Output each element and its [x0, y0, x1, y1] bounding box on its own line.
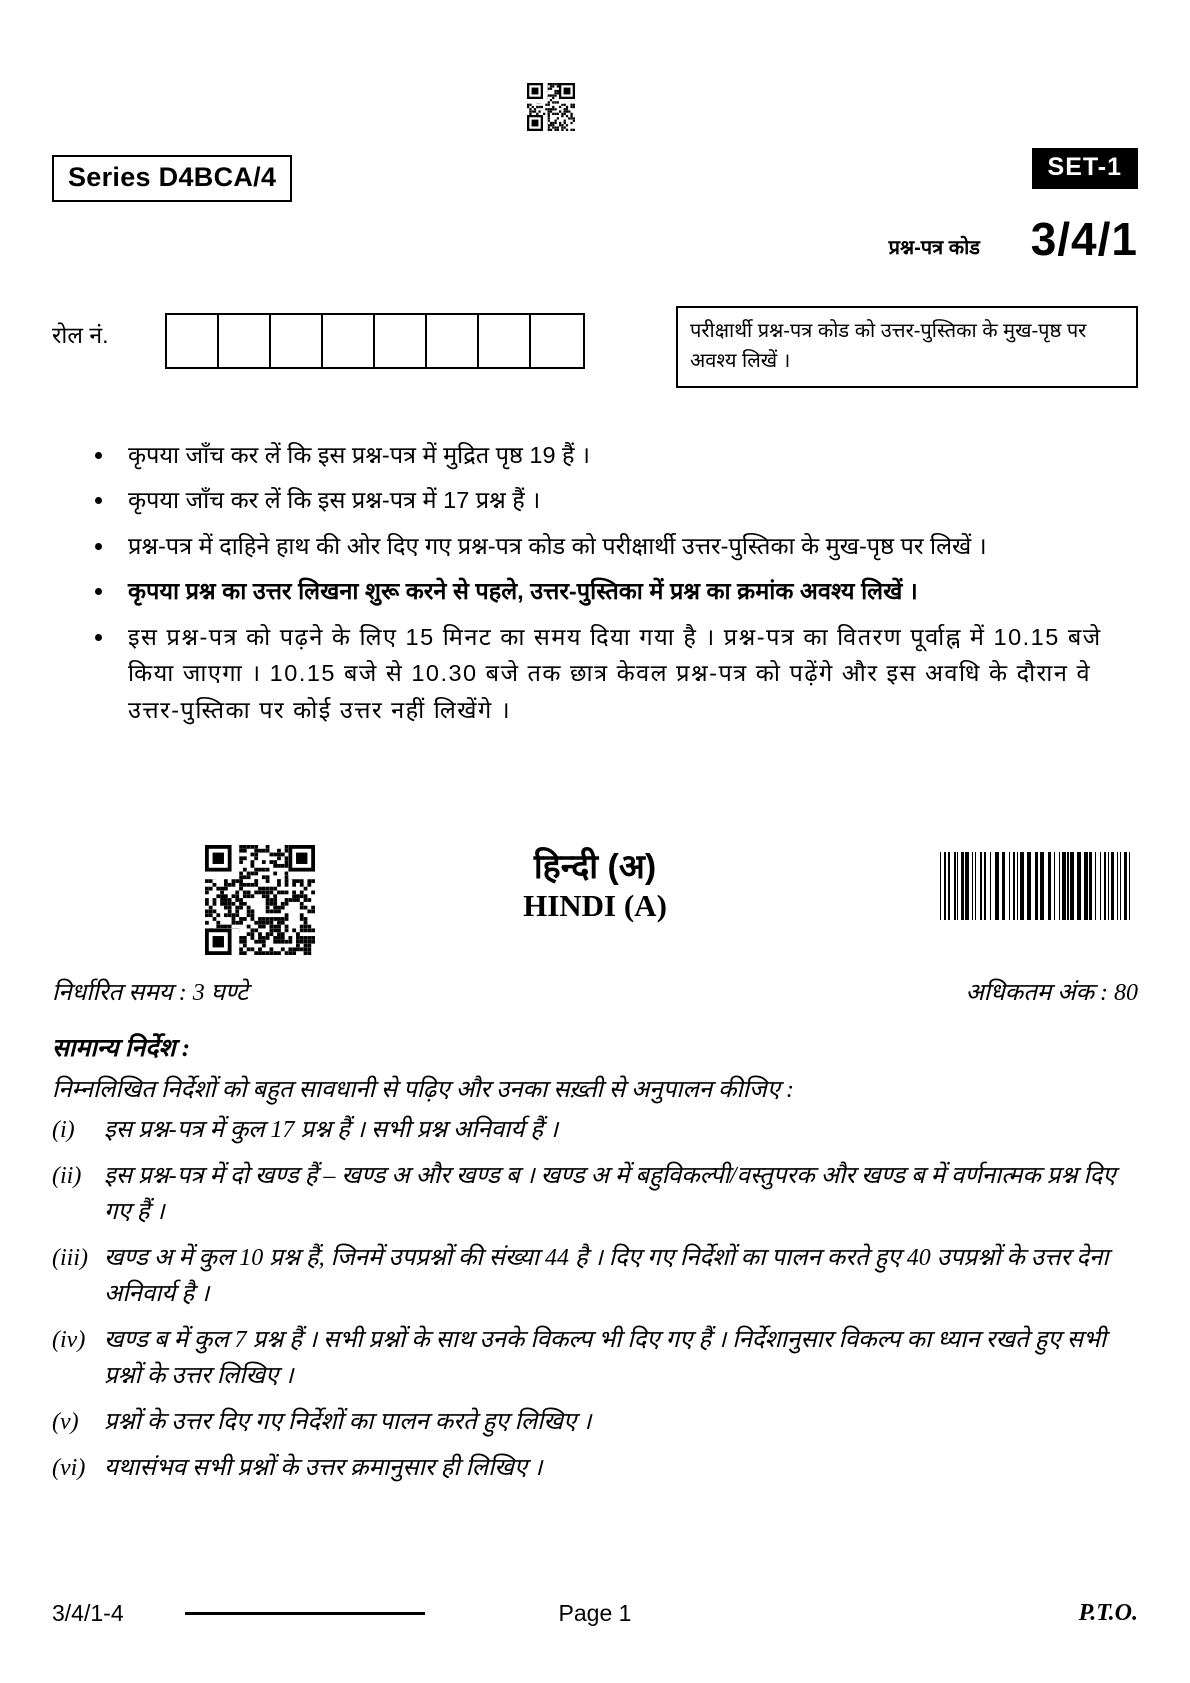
general-instruction-item: [52, 1450, 1142, 1486]
instruction-text: प्रश्नों के उत्तर दिए गए निर्देशों का पालन करते हुए लिखिए ।: [104, 1409, 592, 1435]
barcode-bar: [1002, 852, 1005, 920]
roll-number-cell[interactable]: [375, 315, 427, 367]
barcode-bar: [1035, 852, 1038, 920]
barcode-bar: [1095, 852, 1096, 920]
top-qr-code-icon: [527, 83, 575, 131]
barcode-bar: [980, 852, 982, 920]
instruction-number: (iv): [52, 1327, 86, 1353]
general-instruction-item: [52, 1322, 1142, 1394]
footer-page-number: Page 1: [558, 1600, 632, 1626]
barcode-bar: [1124, 852, 1127, 920]
barcode-bar: [1111, 852, 1114, 920]
barcode-bar: [975, 852, 976, 920]
barcode-bar: [1027, 852, 1031, 920]
barcode-bar: [1020, 852, 1024, 920]
pre-exam-instructions: [90, 437, 1110, 737]
instruction-bullet: • इस प्रश्न-पत्र को पढ़ने के लिए 15 मिनट का समय दिया गया है । प्रश्न-पत्र का वितरण पूर्वाह्न में 10.15 बजे किया जाएगा । 10.15 बजे से 10.30 बजे तक छात्र केवल प्रश्न-पत्र को पढ़ेंगे और इस अवधि के दौरान वे उत्तर-पुस्तिका पर कोई उत्तर नहीं लिखेंगे ।: [116, 619, 1110, 728]
instruction-text: खण्ड अ में कुल 10 प्रश्न हैं, जिनमें उपप्रश्नों की संख्या 44 है । दिए गए निर्देशों का पालन करते हुए 40 उपप्रश्नों के उत्तर देना अनिवार्य है ।: [104, 1245, 1109, 1307]
barcode: [940, 852, 1138, 920]
instruction-text: यथासंभव सभी प्रश्नों के उत्तर क्रमानुसार ही लिखिए ।: [104, 1455, 543, 1481]
barcode-bar: [1067, 852, 1069, 920]
instruction-number: (i): [52, 1117, 75, 1143]
general-instructions-subtitle: निम्नलिखित निर्देशों को बहुत सावधानी से पढ़िए और उनका सख़्ती से अनुपालन कीजिए :: [52, 1077, 794, 1103]
instruction-bullet: • प्रश्न-पत्र में दाहिने हाथ की ओर दिए गए प्रश्न-पत्र कोड को परीक्षार्थी उत्तर-पुस्तिका के मुख-पृष्ठ पर लिखें ।: [116, 528, 1110, 564]
subject-title-english: HINDI (A): [523, 888, 667, 923]
roll-number-cell[interactable]: [323, 315, 375, 367]
barcode-bar: [995, 852, 999, 920]
barcode-bar: [1040, 852, 1044, 920]
barcode-bar: [1048, 852, 1051, 920]
barcode-bar: [1129, 852, 1130, 920]
instruction-number: (vi): [52, 1455, 86, 1481]
barcode-bar: [1104, 852, 1106, 920]
roll-number-label: रोल नं.: [52, 322, 109, 348]
roll-number-cell[interactable]: [219, 315, 271, 367]
barcode-bar: [940, 852, 941, 920]
series-box: Series D4BCA/4: [52, 155, 292, 202]
instruction-text: इस प्रश्न-पत्र में दो खण्ड हैं – खण्ड अ और खण्ड ब । खण्ड अ में बहुविकल्पी/वस्तुपरक और खण्ड ब में वर्णनात्मक प्रश्न दिए गए हैं ।: [104, 1163, 1116, 1225]
barcode-bar: [954, 852, 956, 920]
barcode-bar: [948, 852, 950, 920]
barcode-bar: [1120, 852, 1121, 920]
roll-number-cell[interactable]: [167, 315, 219, 367]
roll-number-cell[interactable]: [479, 315, 531, 367]
barcode-bar: [984, 852, 986, 920]
instruction-bullet: • कृपया जाँच कर लें कि इस प्रश्न-पत्र में 17 प्रश्न हैं ।: [116, 482, 1110, 518]
barcode-bar: [1059, 852, 1060, 920]
barcode-bar: [990, 852, 991, 920]
barcode-bar: [1017, 852, 1018, 920]
general-instruction-item: [52, 1240, 1142, 1312]
instruction-number: (iii): [52, 1245, 88, 1271]
barcode-bar: [961, 852, 964, 920]
barcode-bar: [1054, 852, 1055, 920]
roll-number-field[interactable]: [165, 313, 585, 369]
instruction-text: खण्ड ब में कुल 7 प्रश्न हैं । सभी प्रश्नों के साथ उनके विकल्प भी दिए गए हैं । निर्देशानुसार विकल्प का ध्यान रखते हुए सभी प्रश्नों के उत्तर लिखिए ।: [104, 1327, 1107, 1389]
barcode-bar: [1062, 852, 1066, 920]
general-instructions-list: [52, 1112, 1142, 1496]
paper-code-value: 3/4/1: [1030, 213, 1138, 265]
barcode-bar: [965, 852, 969, 920]
barcode-bar: [1100, 852, 1101, 920]
barcode-bar: [972, 852, 973, 920]
barcode-bar: [957, 852, 958, 920]
roll-number-cell[interactable]: [427, 315, 479, 367]
general-instruction-item: [52, 1158, 1142, 1230]
instruction-number: (v): [52, 1409, 79, 1435]
maximum-marks: अधिकतम अंक : 80: [965, 980, 1138, 1006]
barcode-bar: [1108, 852, 1109, 920]
instruction-text: इस प्रश्न-पत्र में कुल 17 प्रश्न हैं । सभी प्रश्न अनिवार्य हैं ।: [104, 1117, 559, 1143]
barcode-bar: [1089, 852, 1092, 920]
footer-paper-code: 3/4/1-4: [52, 1600, 124, 1626]
general-instruction-item: [52, 1112, 1142, 1148]
allotted-time: निर्धारित समय : 3 घण्टे: [52, 980, 249, 1006]
general-instructions-title: सामान्य निर्देश :: [52, 1035, 191, 1062]
general-instruction-item: [52, 1404, 1142, 1440]
instruction-bullet: • कृपया प्रश्न का उत्तर लिखना शुरू करने से पहले, उत्तर-पुस्तिका में प्रश्न का क्रमांक अवश्य लिखें ।: [116, 573, 1110, 609]
instruction-bullet: • कृपया जाँच कर लें कि इस प्रश्न-पत्र में मुद्रित पृष्ठ 19 हैं ।: [116, 437, 1110, 473]
barcode-bar: [1084, 852, 1088, 920]
paper-code-label: प्रश्न-पत्र कोड: [888, 237, 980, 259]
instruction-number: (ii): [52, 1163, 82, 1189]
barcode-bar: [1077, 852, 1081, 920]
barcode-bar: [944, 852, 946, 920]
barcode-bar: [1117, 852, 1118, 920]
paper-code-notice: परीक्षार्थी प्रश्न-पत्र कोड को उत्तर-पुस्तिका के मुख-पृष्ठ पर अवश्य लिखें ।: [676, 306, 1138, 388]
footer-pto: P.T.O.: [1078, 1600, 1138, 1626]
roll-number-cell[interactable]: [271, 315, 323, 367]
set-badge: SET-1: [1032, 148, 1138, 189]
barcode-bar: [1009, 852, 1010, 920]
barcode-bar: [1013, 852, 1015, 920]
roll-number-cell[interactable]: [531, 315, 583, 367]
subject-title-hindi: हिन्दी (अ): [533, 848, 657, 886]
barcode-bar: [1070, 852, 1074, 920]
